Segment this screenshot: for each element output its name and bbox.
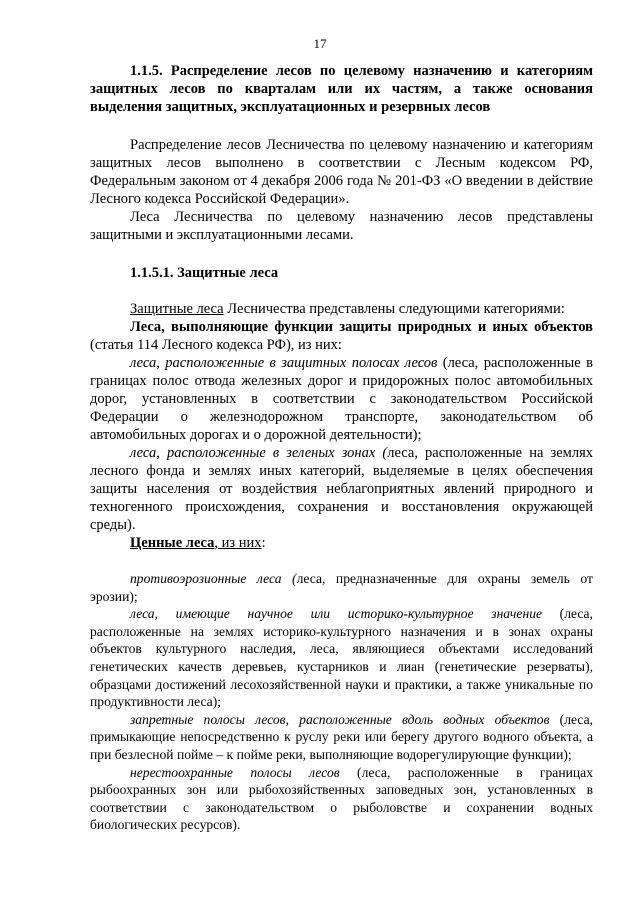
document-body bbox=[90, 62, 593, 834]
page-number: 17 bbox=[313, 36, 327, 51]
protective-forests-link[interactable]: Защитные леса bbox=[130, 301, 224, 317]
valuable-forests-link[interactable]: Ценные леса bbox=[130, 535, 215, 551]
paragraph-protection-functions: Леса, выполняющие функции защиты природных и иных объектов (статья 114 Лесного кодекса РФ), из них: bbox=[90, 319, 593, 353]
paragraph-anti-erosion: противоэрозионные леса (леса, предназначенные для охраны земель от эрозии); bbox=[90, 571, 593, 604]
subsection-heading: 1.1.5.1. Защитные леса bbox=[130, 265, 279, 281]
paragraph-forest-types: Леса Лесничества по целевому назначению лесов представлены защитными и эксплуатационными лесами. bbox=[90, 209, 593, 243]
paragraph-scientific-historical: леса, имеющие научное или историко-культурное значение (леса, расположенные на землях историко-культурного назначения и в зонах охраны объектов культурного наследия, леса, являющиеся объектами исследований генетических качеств деревьев, кустарников и лиан (генетические резерваты), образцами достижений лесохозяйственной науки и практики, а также уникальные по продуктивности леса); bbox=[90, 606, 593, 710]
paragraph-spawning-strips: нерестоохранные полосы лесов (леса, расположенные в границах рыбоохранных зон или рыбохозяйственных заповедных зон, установленных в соответствии с законодательством о рыболовстве и сохранении водных биологических ресурсов). bbox=[90, 764, 593, 833]
paragraph-categories: Защитные леса Лесничества представлены следующими категориями: bbox=[130, 301, 565, 317]
paragraph-green-zones: леса, расположенные в зеленых зонах (леса, расположенные на землях лесного фонда и землях иных категорий, выделяемые в целях обеспечения защиты населения от воздействия неблагоприятных явлений природного и техногенного происхождения, сохранения и восстановления окружающей среды). bbox=[90, 445, 593, 533]
paragraph-valuable-forests: Ценные леса, из них: bbox=[130, 535, 266, 551]
section-heading: 1.1.5. Распределение лесов по целевому назначению и категориям защитных лесов по кварталам или их частям, а также основания выделения защитных, эксплуатационных и резервных лесов bbox=[90, 63, 593, 115]
paragraph-restricted-strips: запретные полосы лесов, расположенные вдоль водных объектов (леса, примыкающие непосредственно к руслу реки или берегу другого водного объекта, а при безлесной пойме – к пойме реки, выполняющие водорегулирующие функции); bbox=[90, 711, 593, 762]
paragraph-distribution: Распределение лесов Лесничества по целевому назначению и категориям защитных лесов выполнено в соответствии с Лесным кодексом РФ, Федеральным законом от 4 декабря 2006 года № 201-ФЗ «О введении в действие Лесного кодекса Российской Федерации». bbox=[90, 137, 593, 207]
paragraph-protective-strips: леса, расположенные в защитных полосах лесов (леса, расположенные в границах полос отвода железных дорог и придорожных полос автомобильных дорог, установленных в соответствии с законодательством Российской Федерации о железнодорожном транспорте, законодательством об автомобильных дорогах и о дорожной деятельности); bbox=[90, 355, 593, 443]
